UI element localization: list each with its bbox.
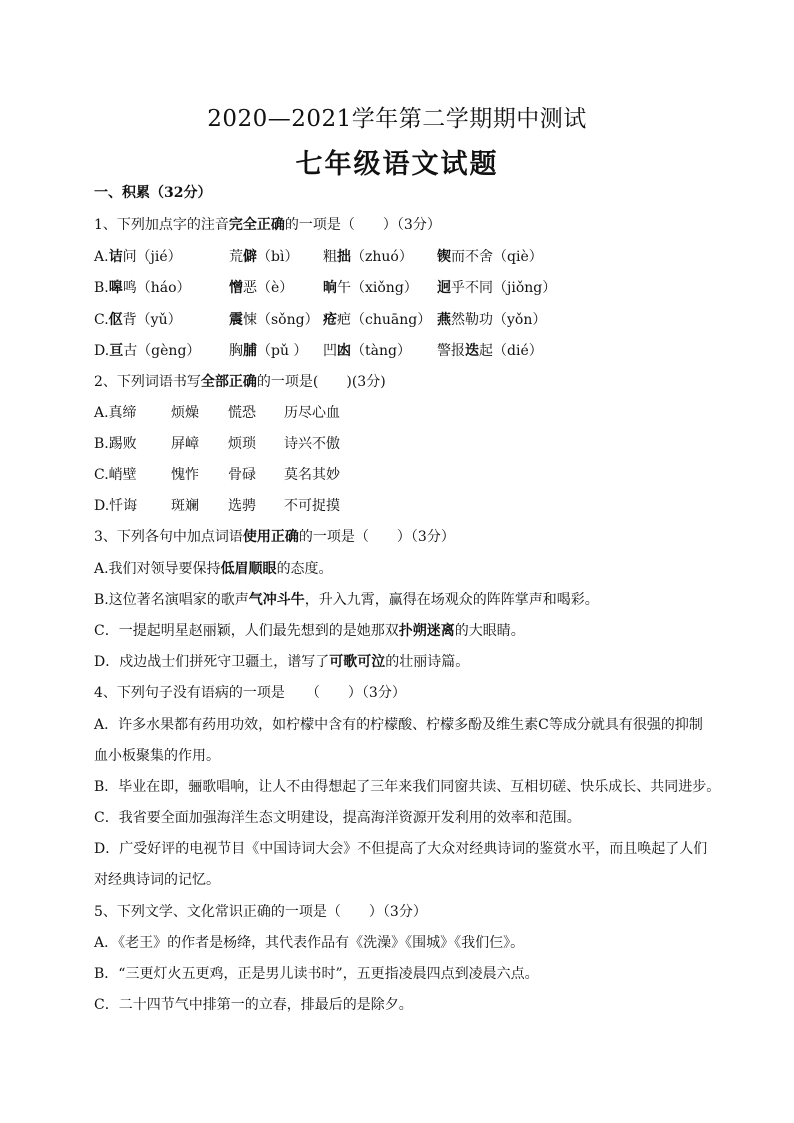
line-text: 的态度。	[276, 561, 333, 577]
word-dotted-char: 晌	[323, 280, 337, 296]
option-word: 烦燥	[171, 405, 199, 421]
prompt-emphasis: 全部正确	[200, 374, 257, 390]
option-word: A.真缔	[94, 405, 137, 421]
prompt-text: 1、下列加点字的注音	[94, 217, 229, 233]
prompt-text: 的一项是（ ）（3分）	[298, 529, 455, 545]
option-word: 烦琐	[228, 436, 256, 452]
exam-title: 2020—2021学年第二学期期中测试	[207, 106, 587, 132]
word-dotted-char: 迭	[465, 343, 479, 359]
option-line: 血小板聚集的作用。	[94, 748, 220, 764]
word-prefix: 凹	[323, 343, 337, 359]
option-line: B．毕业在即，骊歌唱响，让人不由得想起了三年来我们同窗共读、互相切磋、快乐成长、共同进步。	[94, 779, 721, 795]
word-suffix: 悚（sǒng）	[243, 312, 319, 328]
word-dotted-char: 亘	[109, 343, 124, 359]
word-prefix: B.	[94, 280, 109, 296]
option-word	[94, 342, 200, 360]
word-suffix: 乎不同（jiǒng）	[451, 280, 557, 296]
option-line: D．广受好评的电视节目《中国诗词大会》不但提高了大众对经典诗词的鉴赏水平，而且唤起了人们	[94, 841, 708, 857]
word-dotted-char: 拙	[337, 249, 351, 265]
option-word	[437, 279, 556, 297]
word-prefix: D.	[94, 343, 110, 359]
section-heading-1: 一、积累（32分）	[94, 185, 212, 201]
prompt-text: 的一项是( )(3分)	[256, 374, 386, 390]
prompt-text: 的一项是（ ）（3分）	[284, 217, 441, 233]
word-prefix: C.	[94, 312, 109, 328]
line-text: B.这位著名演唱家的歌声	[94, 592, 249, 608]
option-word: D.忏诲	[94, 498, 138, 514]
option-line	[94, 653, 469, 671]
word-prefix: 粗	[323, 249, 337, 265]
line-text: 的大眼睛。	[454, 623, 525, 639]
option-word	[323, 342, 411, 360]
prompt-text: 3、下列各句中加点词语	[94, 529, 243, 545]
option-line: 对经典诗词的记忆。	[94, 872, 220, 888]
word-prefix: 警报	[437, 343, 465, 359]
word-dotted-char: 迥	[437, 280, 451, 296]
prompt-emphasis: 完全正确	[228, 217, 285, 233]
line-text: C．一提起明星赵丽颖，人们最先想到的是她那双	[94, 623, 399, 639]
option-word: 诗兴不傲	[284, 436, 340, 452]
word-dotted-char: 嗥	[108, 280, 123, 296]
word-suffix: 古（gèng）	[123, 343, 201, 359]
option-line	[94, 560, 333, 578]
word-suffix: 鸣（háo）	[122, 280, 191, 296]
option-word	[94, 279, 191, 297]
option-word	[437, 248, 543, 266]
word-suffix: （zhuó）	[351, 249, 413, 265]
option-line	[94, 591, 599, 609]
option-word: 愧怍	[171, 467, 199, 483]
option-word	[94, 311, 182, 329]
option-word: 历尽心血	[284, 405, 340, 421]
option-word	[229, 342, 307, 360]
line-emphasis: 低眉顺眼	[220, 561, 277, 577]
option-word	[94, 248, 182, 266]
prompt-text: 2、下列词语书写	[94, 374, 201, 390]
word-dotted-char: 诘	[108, 249, 123, 265]
option-word: 屏嶂	[171, 436, 199, 452]
line-emphasis: 可歌可泣	[329, 654, 386, 670]
line-text: ，升入九霄，赢得在场观众的阵阵掌声和喝彩。	[304, 592, 599, 608]
option-word: 莫名其妙	[284, 467, 340, 483]
option-word	[323, 279, 418, 297]
question-5-prompt: 5、下列文学、文化常识正确的一项是（ ）（3分）	[94, 904, 427, 920]
option-word	[437, 311, 546, 329]
line-text: 的壮丽诗篇。	[385, 654, 470, 670]
word-dotted-char: 憎	[229, 280, 243, 296]
line-text: D．戍边战士们拼死守卫疆土，谱写了	[94, 654, 330, 670]
option-line: B．“三更灯火五更鸡，正是男儿读书时”，五更指凌晨四点到凌晨六点。	[94, 966, 539, 982]
option-line: C．我省要全面加强海洋生态文明建设，提高海洋资源开发利用的效率和范围。	[94, 810, 581, 826]
word-dotted-char: 燕	[437, 312, 451, 328]
option-word	[229, 248, 298, 266]
question-1-prompt	[94, 216, 441, 234]
option-word	[323, 248, 413, 266]
option-word: 选骋	[228, 498, 256, 514]
word-prefix: 胸	[229, 343, 243, 359]
word-suffix: 疤（chuāng）	[337, 312, 432, 328]
word-suffix: 午（xiǒng）	[337, 280, 418, 296]
word-suffix: （pǔ ）	[257, 343, 308, 359]
word-dotted-char: 疮	[323, 312, 337, 328]
question-2-prompt	[94, 373, 386, 391]
option-line: A．许多水果都有药用功效，如柠檬中含有的柠檬酸、柠檬多酚及维生素C等成分就具有很强的抑制	[94, 717, 703, 733]
option-line	[94, 622, 525, 640]
option-word: 不可捉摸	[284, 498, 340, 514]
line-emphasis: 气冲斗牛	[248, 592, 305, 608]
option-word	[437, 342, 543, 360]
option-line: C．二十四节气中排第一的立春，排最后的是除夕。	[94, 997, 413, 1013]
word-suffix: 恶（è）	[243, 280, 294, 296]
option-word: 慌恐	[228, 405, 256, 421]
exam-subtitle: 七年级语文试题	[295, 149, 499, 180]
word-dotted-char: 僻	[243, 249, 257, 265]
word-dotted-char: 震	[229, 312, 243, 328]
option-word: 斑斓	[171, 498, 199, 514]
line-text: A.我们对领导要保持	[94, 561, 221, 577]
word-suffix: 而不舍（qiè）	[451, 249, 543, 265]
line-emphasis: 扑朔迷离	[398, 623, 455, 639]
word-suffix: 起（dié）	[479, 343, 543, 359]
word-suffix: （tàng）	[351, 343, 411, 359]
option-word	[323, 311, 431, 329]
word-dotted-char: 凼	[337, 343, 351, 359]
question-3-prompt	[94, 528, 455, 546]
word-prefix: A.	[94, 249, 109, 265]
option-word	[229, 311, 319, 329]
option-word	[229, 279, 293, 297]
word-prefix: 荒	[229, 249, 243, 265]
word-dotted-char: 脯	[243, 343, 257, 359]
option-word: B.踢败	[94, 436, 137, 452]
prompt-emphasis: 使用正确	[242, 529, 299, 545]
option-word: C.峭壁	[94, 467, 137, 483]
question-4-prompt: 4、下列句子没有语病的一项是 （ ）（3分）	[94, 685, 406, 701]
word-suffix: 背（yǔ）	[122, 312, 182, 328]
option-line: A．《老王》的作者是杨绛，其代表作品有《洗澡》《围城》《我们仨》。	[94, 935, 525, 951]
option-word: 骨碌	[228, 467, 256, 483]
word-suffix: 问（jié）	[122, 249, 182, 265]
word-suffix: （bì）	[257, 249, 299, 265]
word-dotted-char: 锲	[437, 249, 451, 265]
word-dotted-char: 伛	[108, 312, 123, 328]
word-suffix: 然勒功（yǒn）	[451, 312, 547, 328]
